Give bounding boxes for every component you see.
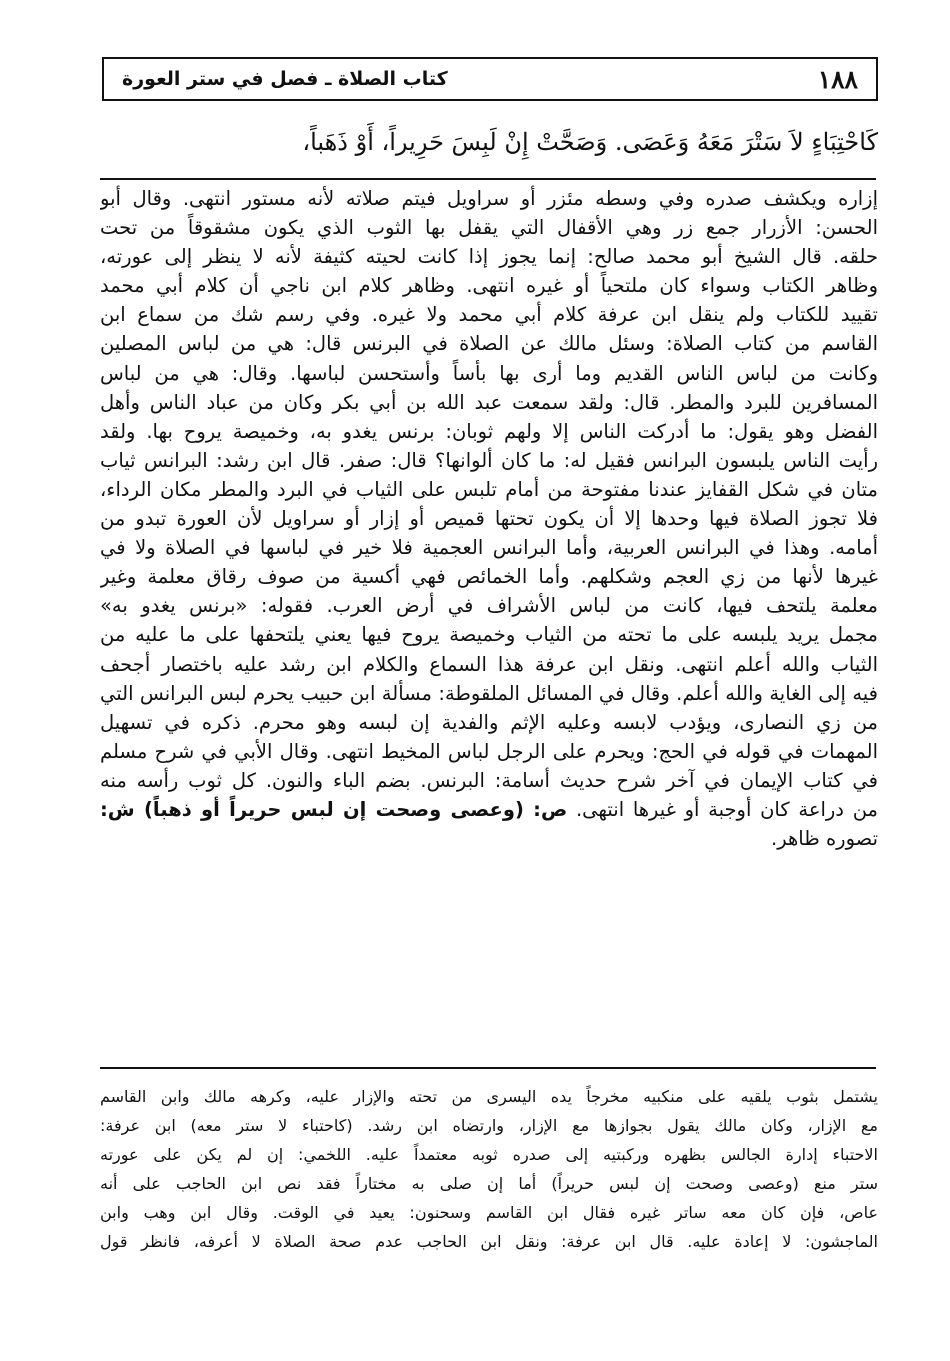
footnote-text [100,1082,878,1256]
footnote-line: الماجشون: لا إعادة عليه. قال ابن عرفة: ونقل ابن الحاجب عدم صحة الصلاة لا أعرفه، فانظر قول [100,1232,878,1251]
commentary-line: حلقه. قال الشيخ أبو محمد صالح: إنما يجوز إذا كانت لحيته كثيفة لأنه لا ينظر إلى عورته، [100,245,878,269]
footnote-line: عاص، فإن كان معه ساتر غيره فقال ابن القاسم وسحنون: يعيد في الوقت. وقال ابن وهب وابن [100,1203,878,1222]
page-number: ١٨٨ [817,64,858,94]
commentary-line: فلا تجوز الصلاة فيها وحدها إلا أن يكون تحتها قميص أو إزار أو سراويل لأن العورة تبدو من [100,507,878,531]
commentary-line: أمامه. وهذا في البرانس العربية، وأما البرانس العجمية فلا خير في لباسها في الصلاة ولا في [100,536,878,560]
commentary-line: وكانت من لباس الناس القديم وما أرى بها بأساً وأستحسن لباسها. وقال: هي من لباس [100,361,878,385]
matn-text: كَاحْتِبَاءٍ لاَ سَتْرَ مَعَهُ وَعَصَى. وَصَحَّتْ إِنْ لَبِسَ حَرِيراً، أَوْ ذَهَباً، [302,128,878,156]
commentary-line: إزاره ويكشف صدره وفي وسطه مئزر أو سراويل فيتم صلاته لأنه مستور انتهى. وقال أبو [100,187,878,210]
commentary-line: غيرها لأنها من زي العجم وشكلهم. وأما الخمائص فهي أكسية من صوف رقاق معلمة وغير [100,565,878,589]
commentary-line: متان في شكل القفايز عندنا مفتوحة من أمام تلبس على الثياب في البرد والمطر مكان الرداء، [100,477,878,501]
commentary-line: الفضل وهو يقول: ما أدركت الناس إلا ولهم ثوبان: برنس يغدو به، وخميصة يروح بها. ولقد [100,419,878,443]
page-header [102,57,878,101]
commentary-line [100,795,878,824]
commentary-line: مجمل يريد يلبسه على ما تحته من الثياب وخميصة يروح فيها يعني يلتحفها على ما عليه من [100,623,878,647]
footnote-line: مع الإزار، وكان مالك يقول بجوازها مع الإزار، وارتضاه ابن رشد. (كاحتباء لا ستر معه) ابن عرفة: [100,1116,878,1135]
commentary-line: معلمة يلتحف فيها، كانت من لباس الأشراف في أرض العرب. فقوله: «برنس يغدو به» [100,594,878,618]
commentary-line: القاسم من كتاب الصلاة: وسئل مالك عن الصلاة في البرنس قال: هي من لباس المصلين [100,332,878,356]
commentary-line: في كتاب الإيمان في آخر شرح حديث أسامة: البرنس. بضم الباء والنون. كل ثوب رأسه منه [100,768,878,792]
commentary-line: رأيت الناس يلبسون البرانس فقيل له: ما كان ألوانها؟ قال: صفر. قال ابن رشد: البرانس ثياب [100,448,878,472]
footnote-line: ستر منع (وعصى وصحت إن لبس حريراً) أما إن صلى به مختاراً فقد نص ابن الحاجب على أنه [100,1174,878,1193]
footnote-line: الاحتباء إدارة الجالس بظهره وركبتيه إلى صدره ثوبه معتمداً عليه. اللخمي: إن لم يكن على عورته [100,1145,878,1164]
top-divider [100,178,876,180]
running-title: كتاب الصلاة ـ فصل في ستر العورة [122,68,448,90]
commentary-last-line: تصوره ظاهر. [771,827,878,851]
commentary-line: الثياب والله أعلم انتهى. ونقل ابن عرفة هذا السماع والكلام ابن رشد عليه باختصار أجحف [100,652,878,676]
commentary-text [100,184,878,853]
commentary-line-text: من دراعة كان أوجبة أو غيرها انتهى. [575,797,878,821]
commentary-line: المهمات في قوله في الحج: ويحرم على الرجل لباس المخيط انتهى. وقال الأبي في شرح مسلم [100,739,878,763]
matn-quote-bold: ص: (وعصى وصحت إن لبس حريراً أو ذهباً) ش: [100,797,568,821]
commentary-line: المسافرين للبرد والمطر. قال: ولقد سمعت عبد الله بن أبي بكر وكان من عباد الناس وأهل [100,390,878,414]
footnote-line: يشتمل بثوب يلقيه على منكبيه مخرجاً يده اليسرى من تحته والإزار عليه، وكرهه مالك وابن القاسم [100,1087,878,1106]
commentary-line: تقييد للكتاب ولم ينقل ابن عرفة كلام أبي محمد ولا غيره. وفي رسم شك من سماع ابن [100,303,878,327]
commentary-line: فيه إلى الغاية والله أعلم. وقال في المسائل الملقوطة: مسألة ابن حبيب يحرم لبس البرانس التي [100,681,878,705]
commentary-line: وظاهر الكتاب وسواء كان ملتحياً أو غيره انتهى. وظاهر كلام ابن ناجي أن كلام أبي محمد [100,274,878,298]
commentary-line: الحسن: الأزرار جمع زر وهي الأقفال التي يقفل بها الثوب الذي يكون مشقوقاً من تحت [100,216,878,240]
footnote-divider [100,1067,876,1069]
commentary-line: من زي النصارى، ويؤدب لابسه وعليه الإثم والفدية إن لبسه وهو محرم. ذكره في تسهيل [100,710,878,734]
